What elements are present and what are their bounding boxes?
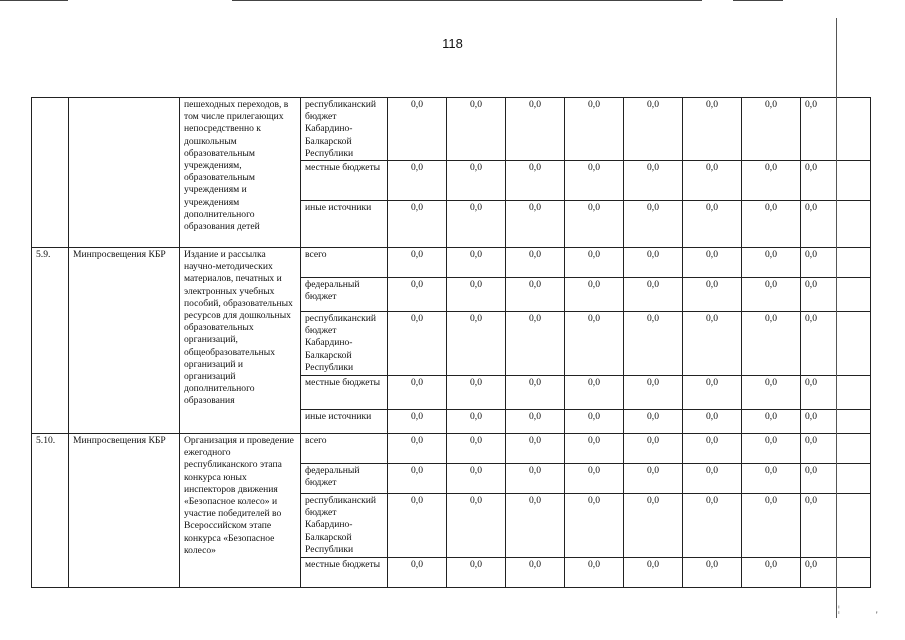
- year-value-cell: 0,0: [742, 558, 801, 588]
- year-value-cell: 0,0: [506, 201, 565, 248]
- year-value-cell: 0,0: [565, 98, 624, 161]
- year-value-cell: 0,0: [624, 376, 683, 410]
- year-value-cell: 0,0: [447, 161, 506, 201]
- year-value-cell: 0,0: [624, 464, 683, 494]
- year-value-cell: 0,0: [506, 464, 565, 494]
- year-value-cell: 0,0: [742, 98, 801, 161]
- year-value-cell: 0,0: [801, 312, 871, 376]
- year-value-cell: 0,0: [447, 278, 506, 312]
- year-value-cell: 0,0: [624, 248, 683, 278]
- year-value-cell: 0,0: [683, 248, 742, 278]
- year-value-cell: 0,0: [801, 464, 871, 494]
- year-value-cell: 0,0: [388, 201, 447, 248]
- year-value-cell: 0,0: [683, 376, 742, 410]
- year-value-cell: 0,0: [565, 494, 624, 558]
- year-value-cell: 0,0: [742, 248, 801, 278]
- year-value-cell: 0,0: [683, 558, 742, 588]
- funding-source: местные бюджеты: [301, 558, 388, 588]
- scan-mark: ¦: [838, 604, 840, 614]
- year-value-cell: 0,0: [742, 161, 801, 201]
- page-number: 118: [442, 36, 463, 51]
- year-value-cell: 0,0: [506, 161, 565, 201]
- funding-source: местные бюджеты: [301, 376, 388, 410]
- year-value-cell: 0,0: [624, 558, 683, 588]
- year-value-cell: 0,0: [565, 464, 624, 494]
- year-value-cell: 0,0: [506, 494, 565, 558]
- year-value-cell: 0,0: [801, 161, 871, 201]
- year-value-cell: 0,0: [683, 494, 742, 558]
- year-value-cell: 0,0: [565, 161, 624, 201]
- year-value-cell: 0,0: [624, 161, 683, 201]
- year-value-cell: 0,0: [683, 434, 742, 464]
- year-value-cell: 0,0: [388, 410, 447, 434]
- year-value-cell: 0,0: [624, 410, 683, 434]
- funding-source: республиканский бюджет Кабардино-Балкарской Республики: [301, 312, 388, 376]
- activity-description: Издание и рассылка научно-методических материалов, печатных и электронных учебных пособий, образовательных ресурсов для дошкольных образовательных организаций, общеобразовательных организаций и организаций дополнительного образования: [180, 248, 301, 434]
- activity-description: пешеходных переходов, в том числе прилегающих непосредственно к дошкольным образовательным учреждениям, образовательным учреждениям и учреждениям дополнительного образования детей: [180, 98, 301, 248]
- year-value-cell: 0,0: [447, 248, 506, 278]
- table-row: [32, 98, 871, 161]
- year-value-cell: 0,0: [447, 312, 506, 376]
- year-value-cell: 0,0: [801, 98, 871, 161]
- year-value-cell: 0,0: [388, 248, 447, 278]
- year-value-cell: 0,0: [565, 376, 624, 410]
- year-value-cell: 0,0: [388, 278, 447, 312]
- year-value-cell: 0,0: [742, 410, 801, 434]
- year-value-cell: 0,0: [506, 434, 565, 464]
- year-value-cell: 0,0: [801, 278, 871, 312]
- year-value-cell: 0,0: [506, 376, 565, 410]
- year-value-cell: 0,0: [742, 278, 801, 312]
- year-value-cell: 0,0: [388, 464, 447, 494]
- row-number: [32, 98, 69, 248]
- scan-top-line-mid: [232, 0, 702, 1]
- responsible-org: Минпросвещения КБР: [69, 434, 180, 588]
- year-value-cell: 0,0: [801, 558, 871, 588]
- year-value-cell: 0,0: [683, 464, 742, 494]
- year-value-cell: 0,0: [388, 494, 447, 558]
- year-value-cell: 0,0: [506, 98, 565, 161]
- year-value-cell: 0,0: [447, 434, 506, 464]
- year-value-cell: 0,0: [447, 464, 506, 494]
- year-value-cell: 0,0: [388, 161, 447, 201]
- funding-source: местные бюджеты: [301, 161, 388, 201]
- year-value-cell: 0,0: [624, 278, 683, 312]
- year-value-cell: 0,0: [683, 98, 742, 161]
- year-value-cell: 0,0: [447, 201, 506, 248]
- year-value-cell: 0,0: [801, 376, 871, 410]
- year-value-cell: 0,0: [624, 312, 683, 376]
- year-value-cell: 0,0: [565, 558, 624, 588]
- year-value-cell: 0,0: [447, 410, 506, 434]
- year-value-cell: 0,0: [388, 312, 447, 376]
- year-value-cell: 0,0: [506, 558, 565, 588]
- year-value-cell: 0,0: [742, 201, 801, 248]
- year-value-cell: 0,0: [565, 278, 624, 312]
- responsible-org: Минпросвещения КБР: [69, 248, 180, 434]
- year-value-cell: 0,0: [624, 201, 683, 248]
- scan-top-line-right: [733, 0, 783, 1]
- year-value-cell: 0,0: [565, 434, 624, 464]
- year-value-cell: 0,0: [388, 98, 447, 161]
- year-value-cell: 0,0: [506, 410, 565, 434]
- year-value-cell: 0,0: [447, 494, 506, 558]
- activity-description: Организация и проведение ежегодного республиканского этапа конкурса юных инспекторов движения «Безопасное колесо» и участие победителей во Всероссийском этапе конкурса «Безопасное колесо»: [180, 434, 301, 588]
- year-value-cell: 0,0: [565, 201, 624, 248]
- year-value-cell: 0,0: [565, 410, 624, 434]
- year-value-cell: 0,0: [565, 312, 624, 376]
- funding-source: республиканский бюджет Кабардино-Балкарской Республики: [301, 98, 388, 161]
- funding-source: федеральный бюджет: [301, 464, 388, 494]
- year-value-cell: 0,0: [683, 312, 742, 376]
- year-value-cell: 0,0: [801, 434, 871, 464]
- year-value-cell: 0,0: [506, 278, 565, 312]
- year-value-cell: 0,0: [388, 376, 447, 410]
- year-value-cell: 0,0: [388, 558, 447, 588]
- responsible-org: [69, 98, 180, 248]
- row-number: 5.10.: [32, 434, 69, 588]
- year-value-cell: 0,0: [388, 434, 447, 464]
- funding-source: иные источники: [301, 410, 388, 434]
- year-value-cell: 0,0: [742, 494, 801, 558]
- year-value-cell: 0,0: [801, 248, 871, 278]
- funding-source: всего: [301, 248, 388, 278]
- funding-source: всего: [301, 434, 388, 464]
- year-value-cell: 0,0: [683, 410, 742, 434]
- year-value-cell: 0,0: [624, 434, 683, 464]
- year-value-cell: 0,0: [506, 312, 565, 376]
- year-value-cell: 0,0: [624, 98, 683, 161]
- budget-table: [31, 97, 871, 588]
- table-row: [32, 434, 871, 464]
- year-value-cell: 0,0: [447, 98, 506, 161]
- year-value-cell: 0,0: [742, 312, 801, 376]
- year-value-cell: 0,0: [742, 434, 801, 464]
- year-value-cell: 0,0: [801, 201, 871, 248]
- year-value-cell: 0,0: [447, 376, 506, 410]
- funding-source: иные источники: [301, 201, 388, 248]
- year-value-cell: 0,0: [506, 248, 565, 278]
- year-value-cell: 0,0: [683, 161, 742, 201]
- scan-vertical-line: [836, 18, 837, 618]
- funding-source: федеральный бюджет: [301, 278, 388, 312]
- year-value-cell: 0,0: [683, 201, 742, 248]
- year-value-cell: 0,0: [565, 248, 624, 278]
- year-value-cell: 0,0: [447, 558, 506, 588]
- year-value-cell: 0,0: [683, 278, 742, 312]
- year-value-cell: 0,0: [801, 494, 871, 558]
- year-value-cell: 0,0: [624, 494, 683, 558]
- funding-source: республиканский бюджет Кабардино-Балкарской Республики: [301, 494, 388, 558]
- scan-mark: ': [876, 610, 878, 620]
- year-value-cell: 0,0: [801, 410, 871, 434]
- year-value-cell: 0,0: [742, 376, 801, 410]
- row-number: 5.9.: [32, 248, 69, 434]
- scan-top-line-left: [0, 0, 68, 1]
- table-row: [32, 248, 871, 278]
- year-value-cell: 0,0: [742, 464, 801, 494]
